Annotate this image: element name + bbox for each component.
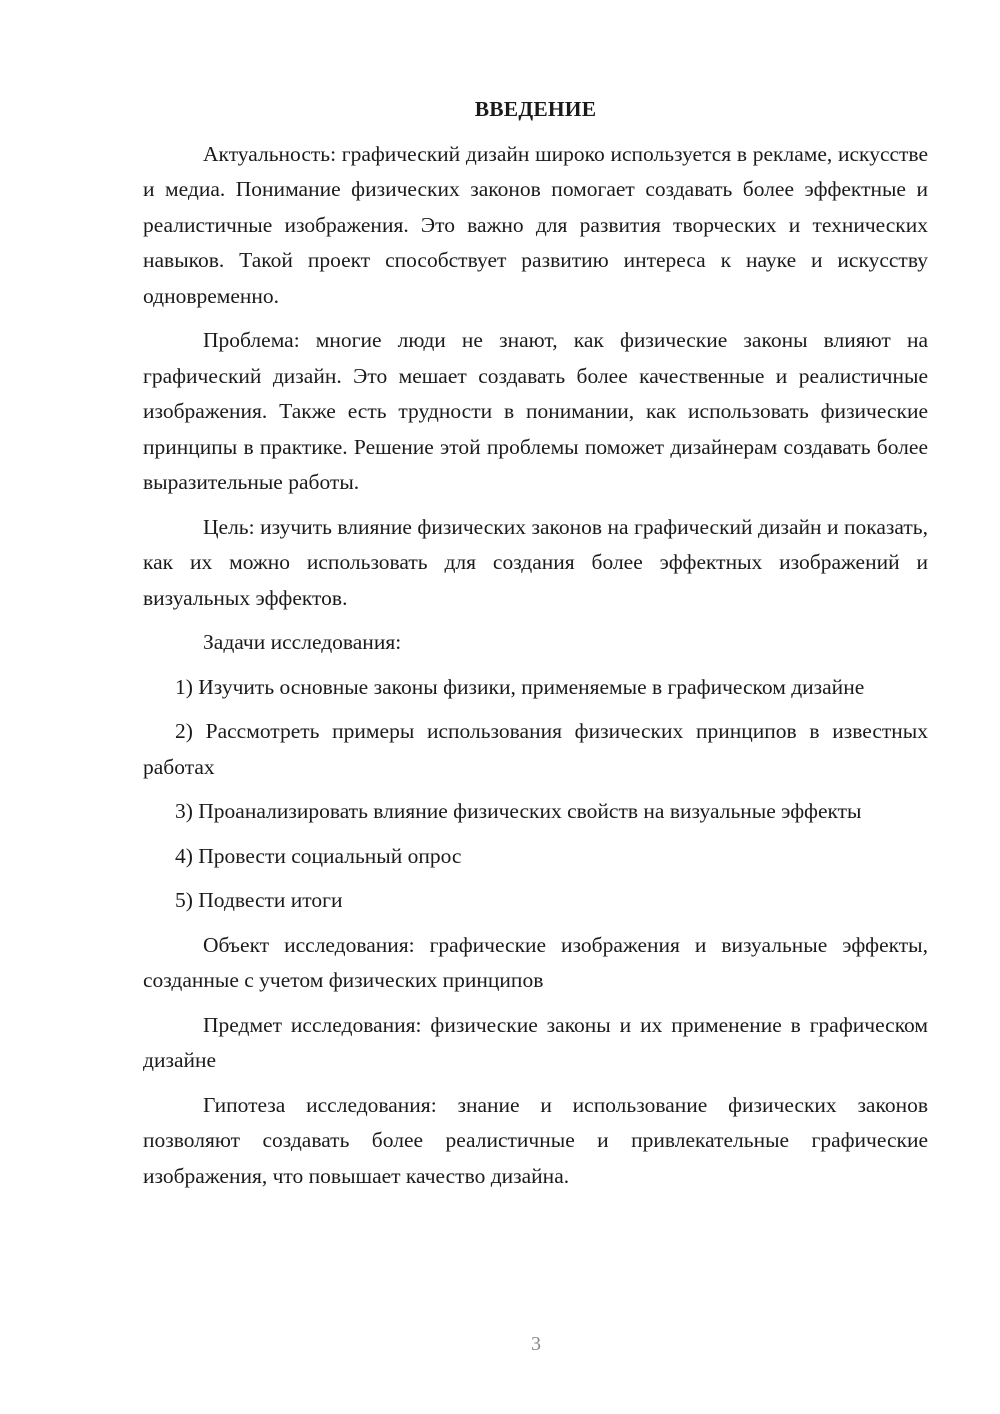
page-content	[143, 92, 928, 1203]
task-item: 2) Рассмотреть примеры использования физических принципов в известных работах	[143, 719, 928, 779]
problem-paragraph: Проблема: многие люди не знают, как физические законы влияют на графический дизайн. Это мешает создавать более качественные и реалистичные изображения. Также есть трудности в понимании, как использовать физические принципы в практике. Решение этой проблемы поможет дизайнерам создавать более выразительные работы.	[143, 328, 928, 494]
section-title: ВВЕДЕНИЕ	[474, 97, 597, 121]
tasks-heading: Задачи исследования:	[203, 630, 402, 654]
tasks-list	[143, 670, 928, 919]
task-item: 4) Провести социальный опрос	[175, 843, 462, 868]
subject-paragraph: Предмет исследования: физические законы и их применение в графическом дизайне	[143, 1012, 928, 1072]
task-item: 1) Изучить основные законы физики, применяемые в графическом дизайне	[175, 674, 865, 699]
page-number: 3	[531, 1333, 541, 1355]
hypothesis-paragraph: Гипотеза исследования: знание и использование физических законов позволяют создавать более реалистичные и привлекательные графические изображения, что повышает качество дизайна.	[143, 1092, 928, 1188]
goal-paragraph: Цель: изучить влияние физических законов на графический дизайн и показать, как их можно использовать для создания более эффектных изображений и визуальных эффектов.	[143, 514, 928, 610]
task-item: 5) Подвести итоги	[175, 888, 343, 912]
task-item: 3) Проанализировать влияние физических свойств на визуальные эффекты	[175, 799, 862, 823]
relevance-paragraph: Актуальность: графический дизайн широко используется в рекламе, искусстве и медиа. Понимание физических законов помогает создавать более эффектные и реалистичные изображения. Это важно для развития творческих и технических навыков. Такой проект способствует развитию интереса к науке и искусству одновременно.	[143, 141, 928, 308]
object-paragraph: Объект исследования: графические изображения и визуальные эффекты, созданные с учетом физических принципов	[143, 932, 928, 992]
